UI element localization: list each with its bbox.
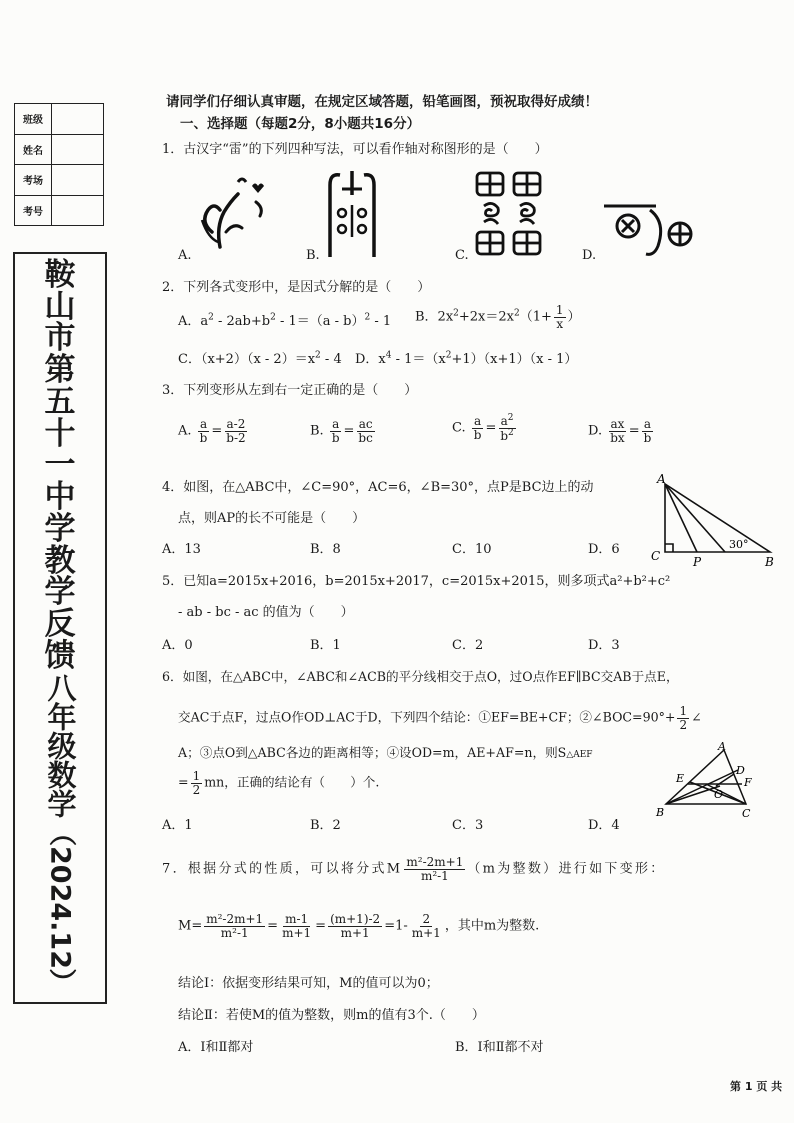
fraction-numerator: 1 — [192, 769, 201, 783]
equals: = — [211, 423, 223, 439]
fraction-numerator: a — [199, 417, 208, 431]
q7-conclusion-1: 结论Ⅰ：依据变形结果可知，M的值可以为0； — [178, 976, 439, 991]
q7-conclusion-2: 结论Ⅱ：若使M的值为整数，则m的值有3个.（ ） — [178, 1008, 485, 1023]
exam-title-box — [13, 252, 107, 1004]
fraction-numerator: ac — [358, 417, 373, 431]
exponent: 2 — [208, 312, 214, 323]
q4-line1: 4．如图，在△ABC中，∠C=90°，AC=6，∠B=30°，点P是BC边上的动 — [162, 480, 594, 495]
exponent: 4 — [385, 350, 392, 361]
title-subject: 数学 — [43, 760, 78, 819]
section-heading: 一、选择题（每题2分，8小题共16分） — [180, 116, 421, 132]
q3-stem: 3．下列变形从左到右一定正确的是（ ） — [162, 383, 418, 398]
equals: = — [485, 420, 497, 436]
q6-option-d: D．4 — [588, 818, 620, 833]
q5-line1: 5．已知a=2015x+2016，b=2015x+2017，c=2015x+2015，则多项式a²+b²+c² — [162, 574, 671, 589]
q7-stem — [162, 856, 666, 882]
label-p: P — [693, 555, 702, 569]
q2-a-text: A．a — [178, 314, 209, 329]
title-char: 第 — [44, 352, 76, 389]
fraction-numerator: m²-2m+1 — [206, 912, 264, 926]
q3-label: D. — [588, 423, 603, 439]
fraction-denominator: bc — [358, 430, 373, 445]
fraction — [642, 418, 654, 444]
info-row-room — [15, 165, 103, 196]
q1-label-b: B. — [306, 248, 320, 263]
exponent: 2 — [270, 312, 276, 323]
q4-option-b: B．8 — [310, 542, 341, 557]
q3-label: B. — [310, 423, 324, 439]
q6-triangle-figure — [654, 740, 758, 820]
info-row-number — [15, 196, 103, 226]
q5-line2: - ab - bc - ac 的值为（ ） — [178, 605, 354, 620]
title-char: 学 — [44, 574, 76, 611]
fraction-numerator: a-2 — [226, 417, 246, 431]
q1-option-b-figure — [322, 165, 382, 260]
fraction-denominator: b — [199, 430, 208, 445]
title-char: 山 — [44, 288, 76, 325]
q6-line2 — [178, 705, 702, 731]
exponent: 2 — [364, 312, 371, 323]
q6-line1: 6．如图，在△ABC中，∠ABC和∠ACB的平分线相交于点O，过O点作EF∥BC交AB于点E， — [162, 669, 679, 684]
q3-label: C. — [452, 420, 466, 436]
label-a: A — [657, 472, 666, 486]
q4-option-a: A．13 — [162, 542, 201, 557]
title-char: 中 — [44, 479, 76, 516]
q4-line2: 点，则AP的长不可能是（ ） — [178, 511, 366, 526]
q3-option-d — [588, 418, 655, 444]
q2-c-text: - 4 — [320, 352, 342, 367]
label-o: O — [714, 788, 724, 801]
fraction — [472, 415, 484, 441]
q2-b-text: B．2x — [415, 309, 454, 325]
frac-base: a — [500, 414, 508, 428]
q1-label-d: D. — [582, 248, 597, 263]
info-cell — [52, 135, 103, 165]
fraction-numerator: a — [474, 414, 482, 428]
q2-b-text: ） — [567, 309, 581, 325]
q7-text: ，其中m为整数. — [444, 918, 540, 934]
q2-a-text: - 2ab+b — [213, 314, 271, 329]
fraction-denominator: bx — [610, 430, 625, 445]
q5-option-c: C．2 — [452, 638, 484, 653]
q2-d-text: D．x — [355, 352, 386, 367]
title-char: 反 — [44, 606, 76, 643]
info-cell — [52, 196, 103, 226]
page-footer: 第 1 页 共 — [730, 1080, 783, 1093]
fraction — [404, 856, 465, 882]
q3-label: A. — [178, 423, 192, 439]
info-label: 考场 — [15, 165, 52, 195]
q6-text: = — [178, 774, 189, 790]
fraction-denominator: b — [643, 430, 652, 445]
fraction-numerator: a — [332, 417, 340, 431]
equals: = — [191, 918, 203, 934]
info-cell — [52, 165, 103, 195]
fraction — [410, 913, 443, 939]
label-c: C — [742, 807, 751, 820]
fraction-numerator: (m+1)-2 — [330, 912, 381, 926]
q3-option-c — [452, 414, 518, 442]
q7-m: M — [386, 861, 403, 877]
q1-option-a-figure — [190, 172, 275, 257]
label-f: F — [744, 776, 752, 789]
fraction — [554, 304, 566, 330]
title-char: 五 — [44, 383, 76, 420]
q1-option-c-figure — [474, 170, 546, 258]
q2-b-text: （1+ — [519, 309, 552, 325]
exponent: 2 — [315, 350, 321, 361]
info-label: 班级 — [15, 104, 52, 134]
q2-option-b — [415, 304, 581, 330]
fraction-denominator: m+1 — [282, 925, 312, 940]
info-row-name — [15, 135, 103, 166]
exam-title — [15, 257, 105, 996]
q6-text: ∠ — [691, 709, 702, 725]
q5-option-b: B．1 — [310, 638, 341, 653]
q6-text: mn，正确的结论有（ ）个. — [204, 774, 380, 790]
instruction-text: 请同学们仔细认真审题，在规定区域答题，铅笔画图，预祝取得好成绩！ — [166, 94, 598, 110]
info-label: 姓名 — [15, 135, 52, 165]
title-char: 鞍 — [44, 257, 76, 293]
q6-option-a: A．1 — [162, 818, 193, 833]
fraction-denominator: b — [473, 427, 482, 442]
frac-base: b — [500, 428, 509, 443]
title-grade: 八年级 — [43, 672, 78, 760]
q5-option-a: A．0 — [162, 638, 193, 653]
student-info-table — [14, 103, 104, 226]
fraction — [198, 418, 210, 444]
fraction-denominator: x — [556, 316, 564, 331]
exponent: 2 — [445, 350, 452, 361]
equals: = — [628, 423, 640, 439]
fraction — [498, 414, 515, 442]
title-char: 一 — [44, 447, 76, 484]
fraction-numerator: 1 — [679, 704, 688, 718]
title-char: 馈 — [44, 637, 76, 674]
equals: = — [267, 918, 279, 934]
fraction-denominator: m²-1 — [420, 868, 449, 883]
exponent: 2 — [507, 413, 514, 423]
q4-option-c: C．10 — [452, 542, 492, 557]
title-char: 教 — [44, 542, 76, 579]
q7-option-a: A．Ⅰ和Ⅱ都对 — [178, 1040, 254, 1055]
q7-text: （m为整数）进行如下变形： — [467, 861, 666, 877]
q1-label-a: A. — [178, 248, 192, 263]
q2-a-text: - 1 — [370, 314, 392, 329]
fraction-numerator: m²-2m+1 — [406, 855, 464, 869]
q7-text: 7．根据分式的性质，可以将分式 — [162, 861, 387, 877]
q1-option-d-figure — [600, 200, 695, 260]
fraction-denominator: 2 — [679, 717, 688, 732]
fraction — [224, 418, 247, 444]
q7-m: M — [178, 918, 192, 934]
angle-label: 30° — [729, 538, 749, 551]
label-a: A — [718, 740, 726, 753]
fraction-denominator: b — [331, 430, 340, 445]
q4-option-d: D．6 — [588, 542, 620, 557]
fraction — [356, 418, 374, 444]
label-c: C — [651, 549, 661, 563]
title-date: （2024.12） — [44, 819, 76, 996]
title-char: 市 — [44, 320, 76, 357]
q3-option-b — [310, 418, 377, 444]
fraction-denominator: m+1 — [340, 925, 370, 940]
fraction-numerator — [499, 414, 516, 429]
q7-text: =1- — [384, 918, 408, 934]
info-label: 考号 — [15, 196, 52, 226]
q1-stem: 1．古汉字“雷”的下列四种写法，可以看作轴对称图形的是（ ） — [162, 142, 548, 157]
fraction — [328, 913, 382, 939]
q2-b-text: +2x＝2x — [458, 309, 514, 325]
label-b: B — [656, 806, 665, 819]
fraction-denominator: m²-1 — [220, 925, 249, 940]
q6-text: 交AC于点F，过点O作OD⊥AC于D，下列四个结论：①EF=BE+CF；②∠BOC=90°+ — [178, 709, 676, 725]
q7-option-b: B．Ⅰ和Ⅱ都不对 — [455, 1040, 544, 1055]
q2-d-text: +1）（x+1）（x - 1） — [451, 352, 578, 367]
label-d: D — [736, 764, 745, 777]
q5-option-d: D．3 — [588, 638, 620, 653]
label-e: E — [676, 772, 685, 785]
fraction-denominator — [498, 429, 515, 443]
info-cell — [52, 104, 103, 134]
fraction — [280, 913, 313, 939]
equals: = — [315, 918, 327, 934]
info-row-class — [15, 104, 103, 135]
q6-option-c: C．3 — [452, 818, 484, 833]
fraction-numerator: a — [643, 417, 652, 431]
fraction-denominator: b-2 — [226, 430, 246, 445]
label-b: B — [765, 555, 774, 569]
q2-c-text: C．（x+2）（x - 2）＝x — [178, 352, 316, 367]
q6-text: A；③点O到△ABC各边的距离相等；④设OD=m，AE+AF=n，则S — [178, 745, 567, 760]
title-char: 学 — [44, 510, 76, 547]
fraction — [204, 913, 265, 939]
q6-line4 — [178, 770, 379, 796]
exponent: 2 — [453, 308, 459, 319]
fraction-denominator: m+1 — [411, 925, 441, 940]
subscript: △AEF — [566, 750, 593, 760]
fraction-denominator: 2 — [192, 782, 201, 797]
q2-d-text: - 1＝（x — [391, 352, 446, 367]
fraction-numerator: m-1 — [285, 912, 309, 926]
title-char: 十 — [44, 415, 76, 452]
q1-label-c: C. — [455, 248, 469, 263]
fraction — [677, 705, 689, 731]
q2-a-text: - 1＝（a - b） — [275, 314, 365, 329]
q7-derivation — [178, 913, 539, 939]
q2-option-d — [355, 348, 577, 367]
q2-stem: 2．下列各式变形中，是因式分解的是（ ） — [162, 280, 431, 295]
q2-option-c — [178, 348, 342, 367]
fraction-numerator: 2 — [422, 912, 431, 926]
equals: = — [343, 423, 355, 439]
fraction — [608, 418, 626, 444]
fraction — [191, 770, 203, 796]
q6-option-b: B．2 — [310, 818, 341, 833]
exponent: 2 — [514, 308, 520, 319]
exponent: 2 — [508, 427, 514, 438]
q2-option-a — [178, 310, 391, 329]
q6-line3 — [178, 742, 593, 761]
fraction — [330, 418, 342, 444]
q3-option-a — [178, 418, 250, 444]
q4-triangle-figure — [645, 472, 785, 572]
fraction-numerator: 1 — [555, 303, 564, 317]
fraction-numerator: ax — [610, 417, 625, 431]
